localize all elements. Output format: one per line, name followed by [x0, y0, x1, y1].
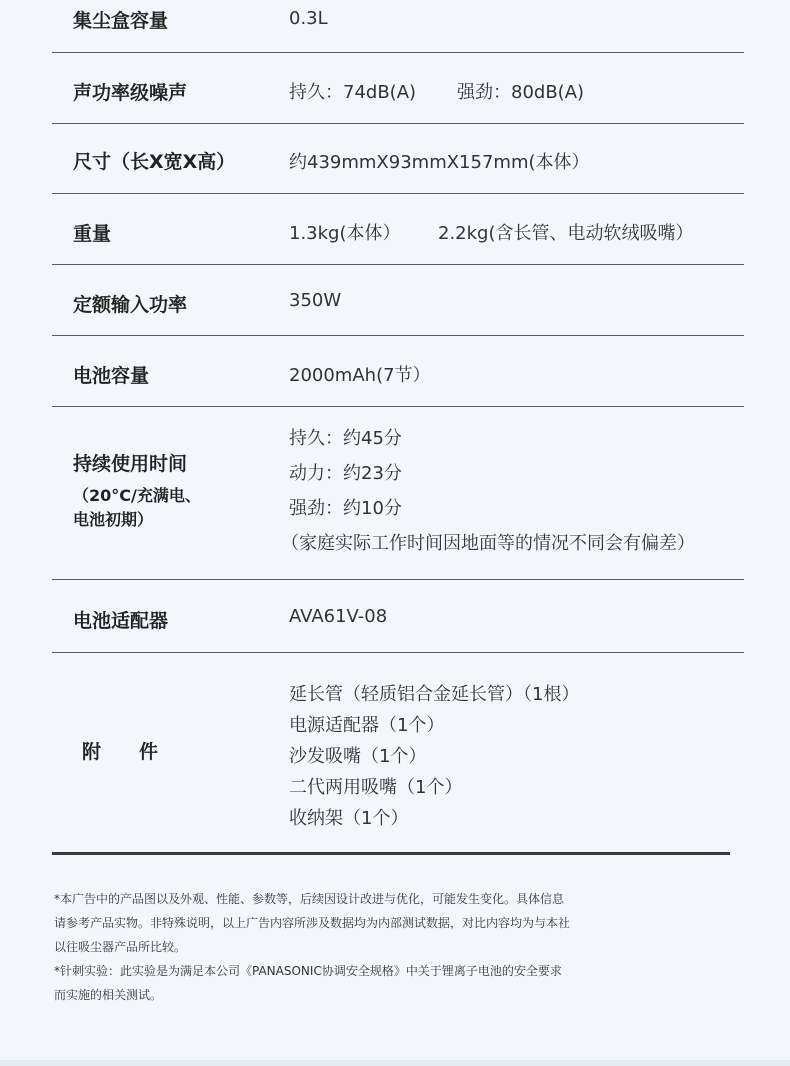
spec-value-list — [281, 421, 695, 561]
spec-value: 约439mmX93mmX157mm(本体） — [289, 152, 590, 173]
spec-row-size — [52, 124, 744, 194]
spec-label: 声功率级噪声 — [73, 82, 188, 104]
spec-label-sub: （20°C/充满电、 — [73, 486, 201, 505]
accessory-item: 电源适配器（1个） — [289, 715, 445, 736]
runtime-value: 持久：约45分 — [289, 428, 402, 449]
spec-label: 重量 — [73, 223, 112, 245]
spec-value-list — [289, 679, 579, 834]
section-divider — [52, 852, 730, 855]
spec-value: 2.2kg(含长管、电动软绒吸嘴） — [438, 223, 694, 244]
spec-value: 持久：74dB(A) — [289, 82, 417, 103]
accessory-item: 收纳架（1个） — [289, 808, 409, 829]
accessory-item: 延长管（轻质铝合金延长管）（1根） — [289, 684, 580, 705]
spec-row-dust-box — [52, 0, 744, 53]
spec-row-power — [52, 265, 744, 336]
disclaimer-line: *针刺实验：此实验是为满足本公司《PANASONIC协调安全规格》中关于锂离子电池的安全要求 — [54, 964, 562, 978]
disclaimer-notes — [54, 887, 694, 1007]
spec-row-battery — [52, 336, 744, 407]
disclaimer-line: 请参考产品实物。非特殊说明，以上广告内容所涉及数据均为内部测试数据，对比内容均为与本社 — [54, 916, 571, 930]
bottom-strip — [0, 1060, 790, 1066]
spec-label: 集尘盒容量 — [73, 10, 169, 32]
spec-row-runtime — [52, 407, 744, 580]
spec-label: 电池适配器 — [73, 610, 169, 632]
spec-value: AVA61V-08 — [289, 606, 388, 627]
spec-value: 350W — [289, 290, 342, 311]
disclaimer-line: 而实施的相关测试。 — [54, 988, 163, 1002]
spec-value: 2000mAh(7节） — [289, 365, 431, 386]
spec-label: 附 件 — [82, 741, 159, 763]
spec-label — [73, 449, 201, 532]
spec-label: 定额输入功率 — [73, 294, 188, 316]
spec-value: 0.3L — [289, 8, 328, 29]
accessory-item: 沙发吸嘴（1个） — [289, 746, 427, 767]
spec-row-accessories — [52, 653, 744, 848]
spec-label-main: 持续使用时间 — [73, 453, 188, 475]
spec-label: 电池容量 — [73, 365, 150, 387]
accessory-item: 二代两用吸嘴（1个） — [289, 777, 463, 798]
spec-row-weight — [52, 194, 744, 265]
runtime-value: （家庭实际工作时间因地面等的情况不同会有偏差） — [281, 533, 695, 554]
spec-row-adapter — [52, 580, 744, 653]
spec-row-noise — [52, 53, 744, 124]
spec-label: 尺寸（长X宽X高） — [73, 151, 236, 173]
disclaimer-line: 以往吸尘器产品所比较。 — [54, 940, 187, 954]
spec-value: 1.3kg(本体） — [289, 223, 401, 244]
spec-label-sub: 电池初期） — [73, 510, 154, 529]
spec-value: 强劲：80dB(A) — [457, 82, 585, 103]
runtime-value: 动力：约23分 — [289, 463, 402, 484]
runtime-value: 强劲：约10分 — [289, 498, 402, 519]
disclaimer-line: *本广告中的产品图以及外观、性能、参数等，后续因设计改进与优化，可能发生变化。具体信息 — [54, 892, 565, 906]
